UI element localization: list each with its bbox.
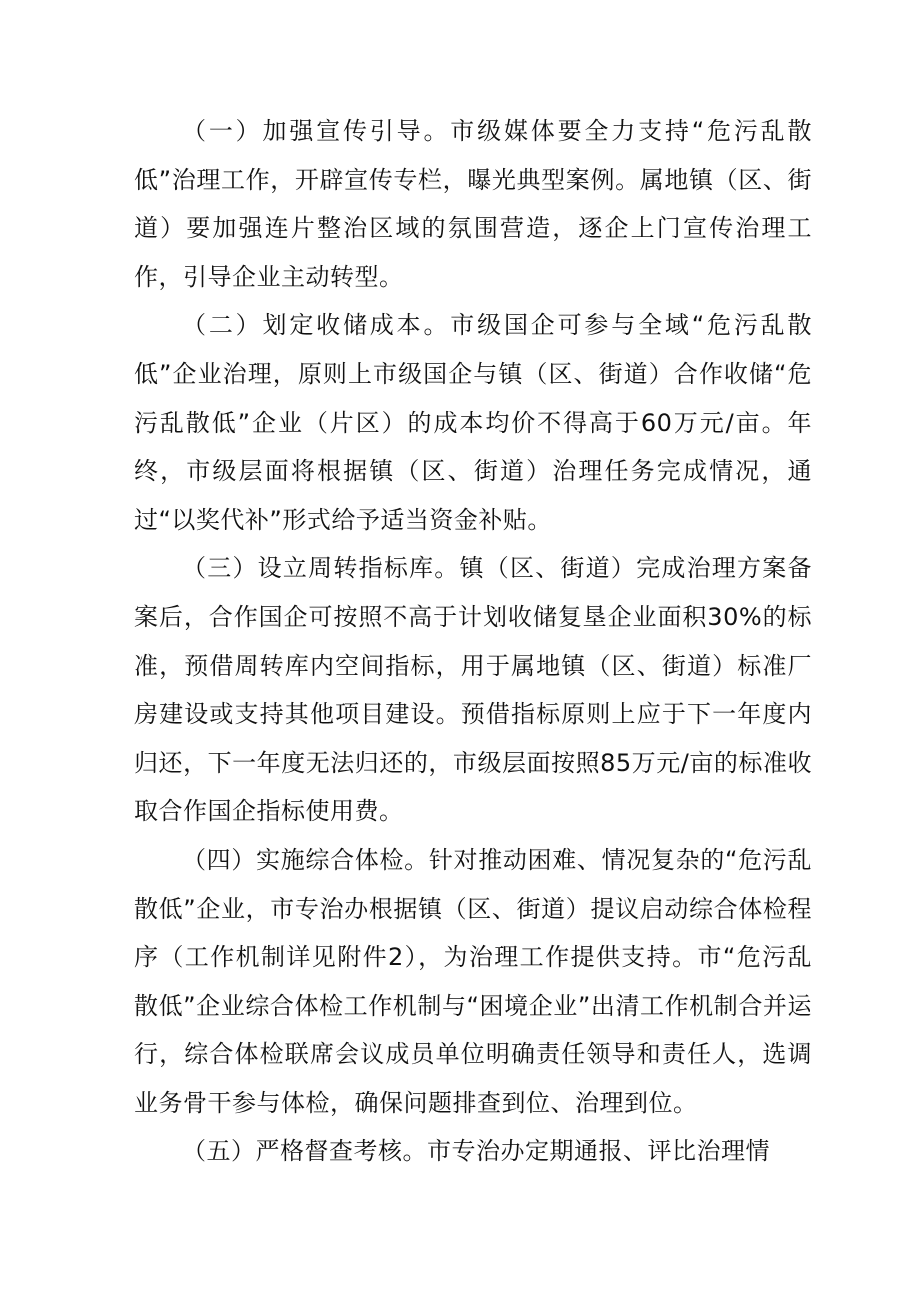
paragraph-comprehensive-checkup: （四）实施综合体检。针对推动困难、情况复杂的“危污乱散低”企业，市专治办根据镇（区、街道）提议启动综合体检程序（工作机制详见附件2），为治理工作提供支持。市“危污乱散低”企业综合体检工作机制与“困境企业”出清工作机制合并运行，综合体检联席会议成员单位明确责任领导和责任人，选调业务骨干参与体检，确保问题排查到位、治理到位。 bbox=[134, 845, 812, 1117]
paragraph-supervision-assessment: （五）严格督查考核。市专治办定期通报、评比治理情 bbox=[182, 1137, 770, 1166]
paragraph-turnover-index-pool: （三）设立周转指标库。镇（区、街道）完成治理方案备案后，合作国企可按照不高于计划收储复垦企业面积30%的标准，预借周转库内空间指标，用于属地镇（区、街道）标准厂房建设或支持其他项目建设。预借指标原则上应于下一年度内归还，下一年度无法归还的，市级层面按照85万元/亩的标准收取合作国企指标使用费。 bbox=[134, 554, 812, 826]
paragraph-publicity-guidance: （一）加强宣传引导。市级媒体要全力支持“危污乱散低”治理工作，开辟宣传专栏，曝光典型案例。属地镇（区、街道）要加强连片整治区域的氛围营造，逐企上门宣传治理工作，引导企业主动转型。 bbox=[134, 117, 812, 291]
paragraph-storage-cost: （二）划定收储成本。市级国企可参与全域“危污乱散低”企业治理，原则上市级国企与镇（区、街道）合作收储“危污乱散低”企业（片区）的成本均价不得高于60万元/亩。年终，市级层面将根据镇（区、街道）治理任务完成情况，通过“以奖代补”形式给予适当资金补贴。 bbox=[134, 311, 812, 534]
